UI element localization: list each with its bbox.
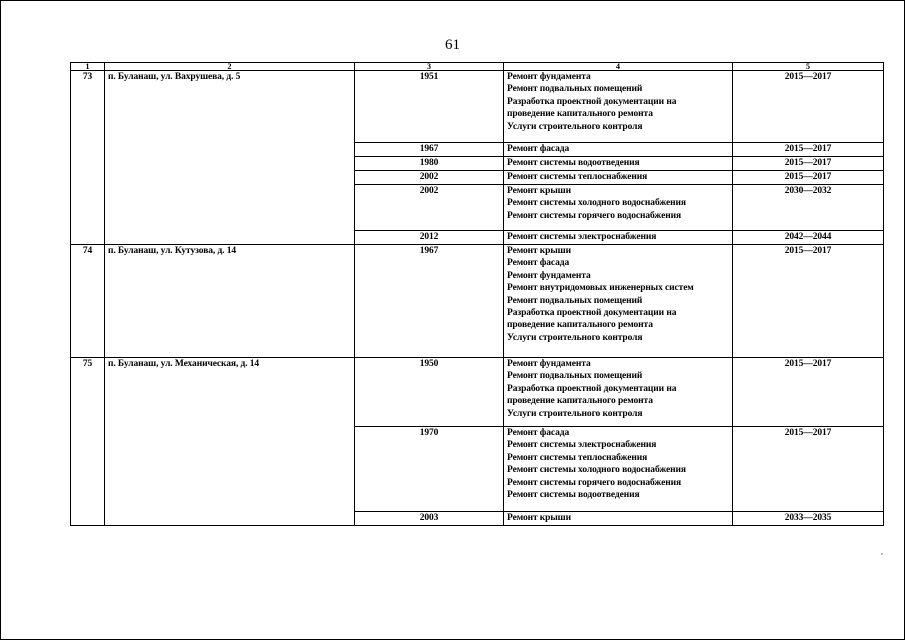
table-row	[71, 358, 884, 427]
work-types	[504, 71, 733, 143]
work-types	[504, 231, 733, 245]
work-type-line: Ремонт системы холодного водоснабжения	[507, 198, 686, 209]
work-type-line: Ремонт внутридомовых инженерных систем	[507, 283, 694, 294]
work-type-line: проведение капитального ремонта	[507, 109, 653, 120]
work-type-line: проведение капитального ремонта	[507, 396, 653, 407]
repair-period: 2015—2017	[733, 358, 884, 427]
work-type-line: Услуги строительного контроля	[507, 121, 643, 132]
construction-year: 2012	[355, 231, 504, 245]
work-types	[504, 185, 733, 231]
table-body	[71, 63, 884, 526]
work-types	[504, 245, 733, 358]
work-type-line: Ремонт системы холодного водоснабжения	[507, 465, 686, 476]
work-type-line: Разработка проектной документации на	[507, 383, 677, 394]
work-type-line: Ремонт фундамента	[507, 270, 591, 281]
work-type-line: Ремонт крыши	[507, 513, 571, 523]
repair-schedule-table	[70, 62, 884, 526]
work-type-line: Ремонт системы горячего водоснабжения	[507, 210, 682, 221]
repair-period: 2015—2017	[733, 143, 884, 157]
column-header-2: 2	[105, 63, 355, 71]
table-row	[71, 245, 884, 358]
column-header-5: 5	[733, 63, 884, 71]
header-row	[71, 63, 884, 71]
building-address: п. Буланаш, ул. Кутузова, д. 14	[105, 245, 355, 358]
repair-period: 2033—2035	[733, 512, 884, 526]
work-type-line: Ремонт подвальных помещений	[507, 371, 643, 382]
work-type-line: Ремонт системы электроснабжения	[507, 232, 657, 242]
work-type-line: Ремонт подвальных помещений	[507, 295, 643, 306]
column-header-3: 3	[355, 63, 504, 71]
work-type-line: Ремонт фундамента	[507, 359, 591, 369]
work-types	[504, 427, 733, 512]
work-type-line: Ремонт подвальных помещений	[507, 84, 643, 95]
construction-year: 2002	[355, 185, 504, 231]
work-type-line: Разработка проектной документации на	[507, 96, 677, 107]
building-address: п. Буланаш, ул. Механическая, д. 14	[105, 358, 355, 526]
entry-number: 74	[71, 245, 105, 358]
work-types	[504, 512, 733, 526]
construction-year: 1970	[355, 427, 504, 512]
work-type-line: Ремонт фундамента	[507, 72, 591, 82]
work-types	[504, 358, 733, 427]
work-type-line: Ремонт системы водоотведения	[507, 158, 640, 168]
construction-year: 2002	[355, 171, 504, 185]
work-type-line: Ремонт системы теплоснабжения	[507, 172, 648, 182]
repair-period: 2015—2017	[733, 171, 884, 185]
repair-period: 2015—2017	[733, 245, 884, 358]
work-type-line: Услуги строительного контроля	[507, 408, 643, 419]
work-type-line: Ремонт системы электроснабжения	[507, 440, 657, 451]
building-address: п. Буланаш, ул. Вахрушева, д. 5	[105, 71, 355, 245]
work-types	[504, 143, 733, 157]
work-types	[504, 157, 733, 171]
repair-period: 2015—2017	[733, 71, 884, 143]
table-row	[71, 71, 884, 143]
entry-number: 75	[71, 358, 105, 526]
work-type-line: Услуги строительного контроля	[507, 332, 643, 343]
work-types	[504, 171, 733, 185]
entry-number: 73	[71, 71, 105, 245]
construction-year: 1967	[355, 143, 504, 157]
work-type-line: проведение капитального ремонта	[507, 320, 653, 331]
construction-year: 1967	[355, 245, 504, 358]
work-type-line: Ремонт фасада	[507, 428, 570, 438]
repair-period: 2042—2044	[733, 231, 884, 245]
construction-year: 1980	[355, 157, 504, 171]
construction-year: 1950	[355, 358, 504, 427]
work-type-line: Разработка проектной документации на	[507, 308, 677, 319]
repair-period: 2030—2032	[733, 185, 884, 231]
scan-dot	[881, 553, 883, 555]
repair-period: 2015—2017	[733, 427, 884, 512]
work-type-line: Ремонт системы теплоснабжения	[507, 452, 648, 463]
work-type-line: Ремонт фасада	[507, 258, 570, 269]
work-type-line: Ремонт крыши	[507, 186, 571, 196]
construction-year: 1951	[355, 71, 504, 143]
repair-period: 2015—2017	[733, 157, 884, 171]
column-header-1: 1	[71, 63, 105, 71]
page-number: 61	[445, 37, 460, 53]
work-type-line: Ремонт системы водоотведения	[507, 490, 640, 501]
construction-year: 2003	[355, 512, 504, 526]
column-header-4: 4	[504, 63, 733, 71]
work-type-line: Ремонт системы горячего водоснабжения	[507, 477, 682, 488]
work-type-line: Ремонт фасада	[507, 144, 570, 154]
work-type-line: Ремонт крыши	[507, 246, 571, 256]
